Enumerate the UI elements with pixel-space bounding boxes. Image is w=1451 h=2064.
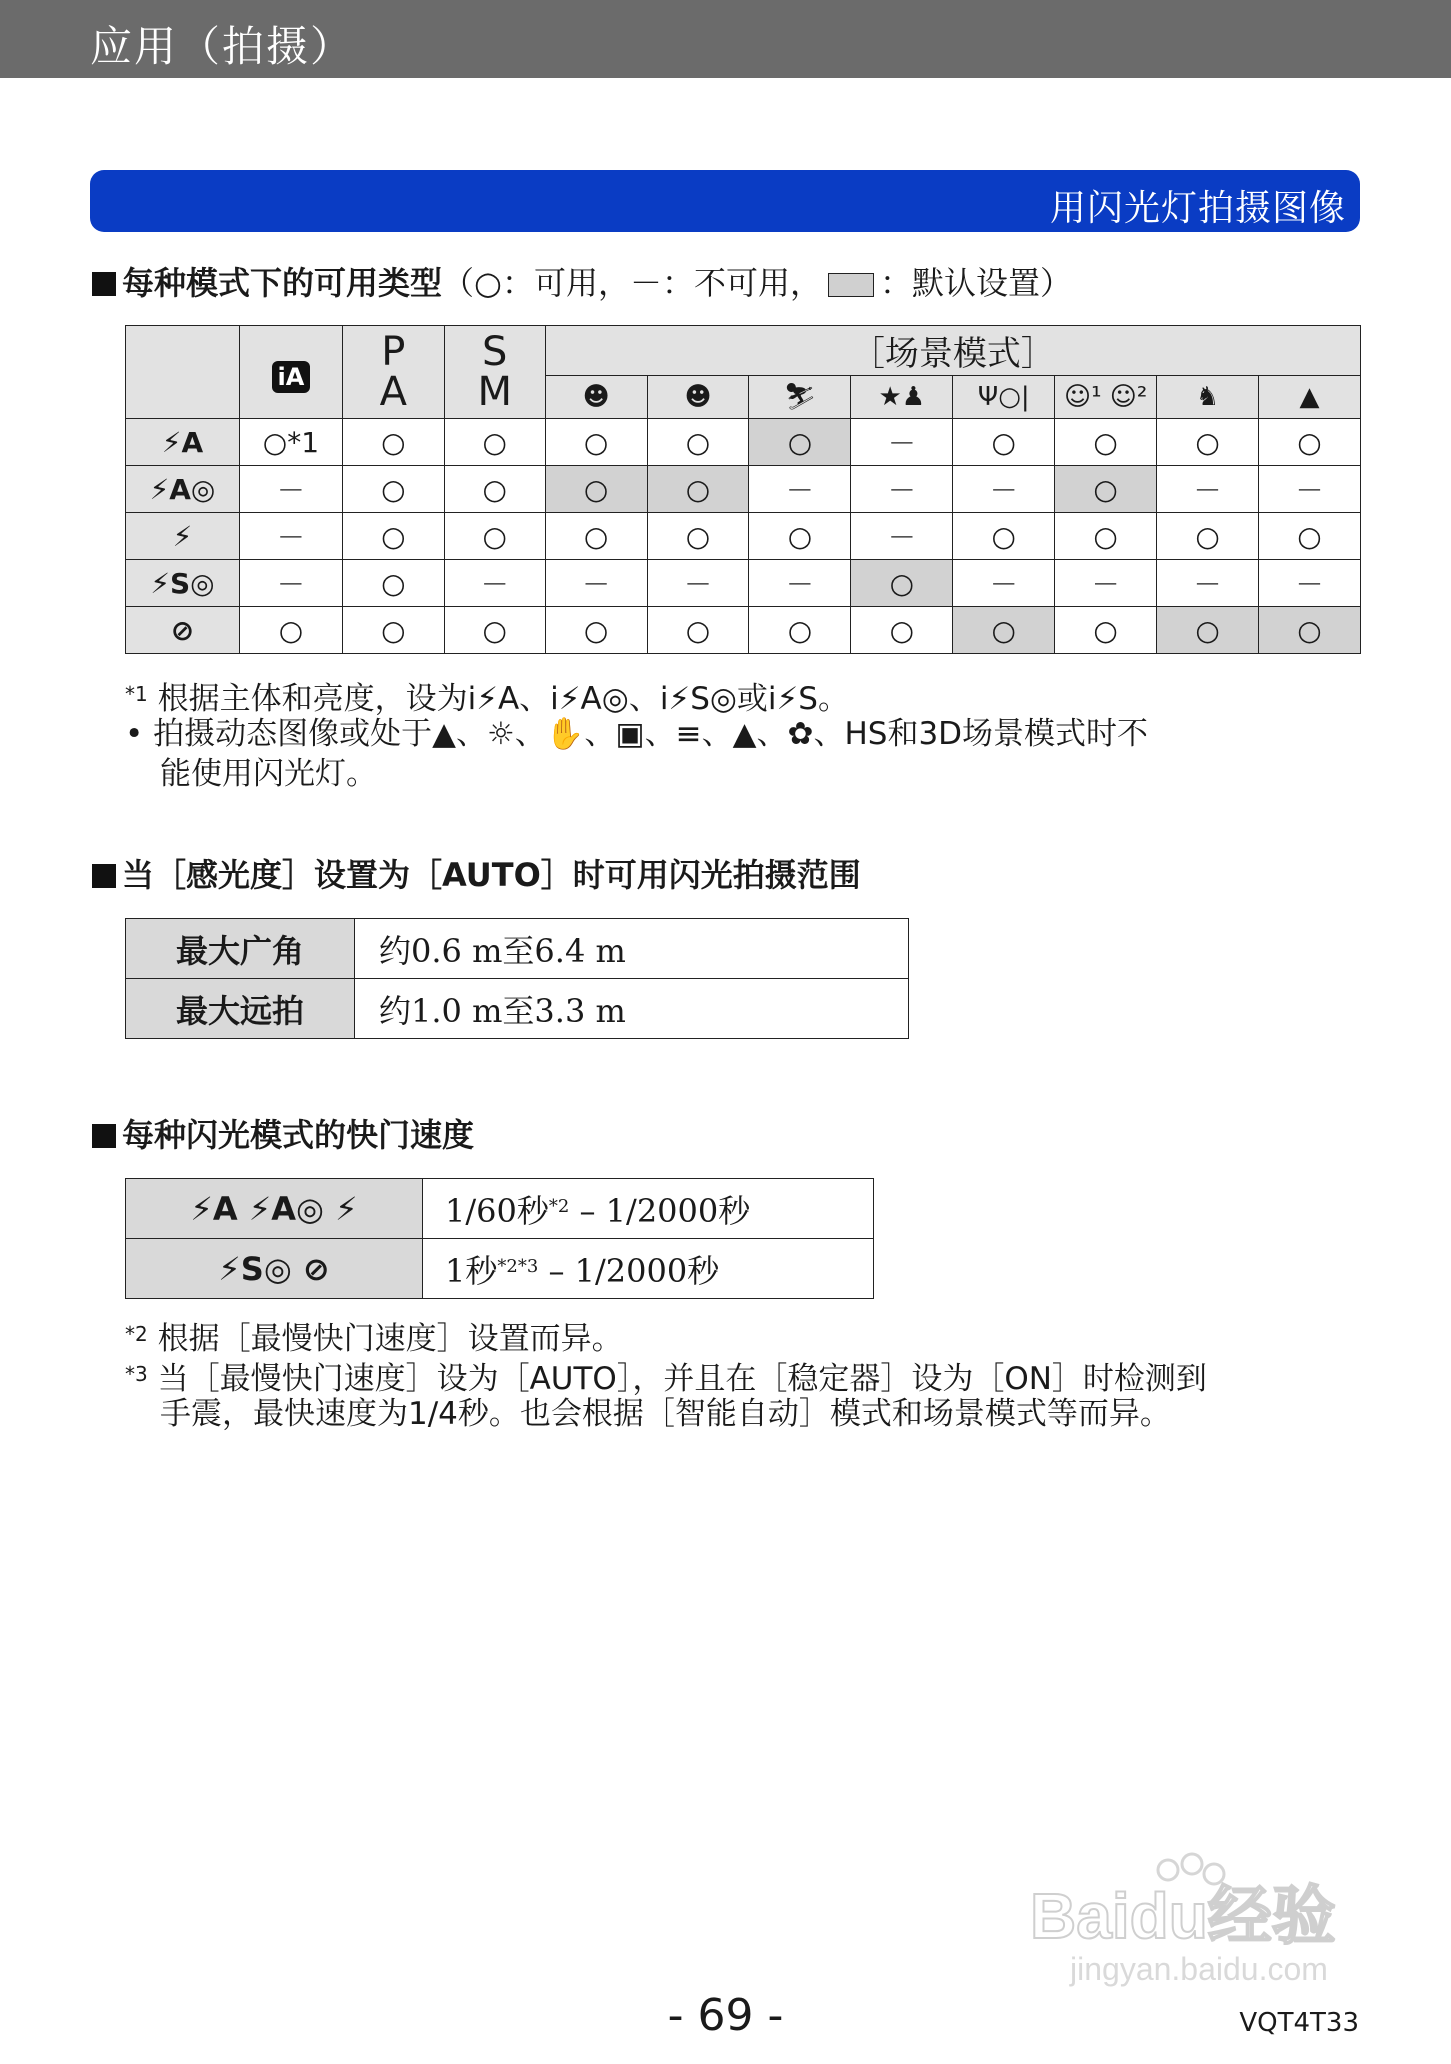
table-cell: － — [953, 560, 1055, 607]
night-portrait-scene-icon: ★♟ — [851, 376, 953, 419]
table-cell: ○ — [953, 419, 1055, 466]
table-cell: ○ — [1258, 419, 1360, 466]
range-value: 约0.6 m至6.4 m — [355, 919, 909, 979]
table-cell: ○ — [1055, 419, 1157, 466]
flash-range-table — [125, 918, 909, 1039]
top-bar — [0, 0, 1451, 78]
table-cell: － — [749, 466, 851, 513]
table-cell: － — [749, 560, 851, 607]
food-scene-icon: Ψ○| — [953, 376, 1055, 419]
table-row — [126, 607, 1361, 654]
table-cell: ○ — [1258, 607, 1360, 654]
table-cell: ○*1 — [239, 419, 342, 466]
pa-mode-header: P A — [342, 326, 444, 419]
table-cell: ○ — [545, 607, 647, 654]
table-row — [126, 419, 1361, 466]
table-row — [126, 919, 909, 979]
table-cell: ○ — [1157, 419, 1259, 466]
table-cell: ○ — [749, 607, 851, 654]
table-cell: ○ — [647, 607, 749, 654]
range-value: 约1.0 m至3.3 m — [355, 979, 909, 1039]
watermark-brand: Baidu经验 — [1030, 1880, 1336, 1952]
sports-scene-icon: ⛷ — [749, 376, 851, 419]
paw-logo-icon — [1020, 1850, 1360, 2000]
flash-mode-icons: ⚡S◎ ⊘ — [126, 1239, 423, 1299]
speed-heading: 每种闪光模式的快门速度 — [92, 1110, 474, 1156]
table-cell: － — [647, 560, 749, 607]
range-heading: 当［感光度］设置为［AUTO］时可用闪光拍摄范围 — [92, 850, 861, 896]
table-cell: ○ — [1157, 607, 1259, 654]
table-row — [126, 1239, 874, 1299]
table-cell: ○ — [545, 419, 647, 466]
speed-value: 1秒$^{*2*3}$ – 1/2000秒 — [423, 1239, 874, 1299]
table-cell: － — [239, 560, 342, 607]
pet-scene-icon: ♞ — [1157, 376, 1259, 419]
sm-mode-header: S M — [444, 326, 545, 419]
table-cell: ○ — [342, 560, 444, 607]
table-cell: － — [1157, 560, 1259, 607]
table-cell: ○ — [444, 466, 545, 513]
footnote-2: $^{*2}$ 根据［最慢快门速度］设置而异。 — [125, 1321, 623, 1357]
baby-scene-icon: ☺¹ ☺² — [1055, 376, 1157, 419]
table-cell: ○ — [1258, 513, 1360, 560]
table-cell: － — [239, 466, 342, 513]
shutter-speed-table — [125, 1178, 874, 1299]
section-title: 用闪光灯拍摄图像 — [1049, 188, 1346, 229]
table-cell: － — [851, 513, 953, 560]
scene-mode-header: ［场景模式］ — [545, 326, 1360, 376]
table-cell: － — [1258, 466, 1360, 513]
range-label: 最大远拍 — [126, 979, 355, 1039]
table-cell: － — [1055, 560, 1157, 607]
table-cell: － — [444, 560, 545, 607]
table-row — [126, 1179, 874, 1239]
speed-value: 1/60秒$^{*2}$ – 1/2000秒 — [423, 1179, 874, 1239]
flash-forced-on-icon: ⚡ — [126, 513, 240, 560]
ia-camera-icon: iA — [272, 361, 311, 393]
table-cell: ○ — [342, 513, 444, 560]
table-cell: ○ — [342, 419, 444, 466]
table-cell: ○ — [749, 513, 851, 560]
portrait-scene-icon: ☻ — [545, 376, 647, 419]
table-cell: ○ — [545, 513, 647, 560]
table-cell: ○ — [1157, 513, 1259, 560]
table-row — [126, 560, 1361, 607]
table-cell: － — [1157, 466, 1259, 513]
table-cell: ○ — [647, 466, 749, 513]
flash-availability-table — [125, 325, 1361, 654]
table-cell: ○ — [851, 607, 953, 654]
square-bullet-icon — [92, 864, 116, 888]
table-cell: ○ — [444, 607, 545, 654]
table-cell: － — [851, 419, 953, 466]
table-cell: ○ — [953, 607, 1055, 654]
page-number: - 69 - — [667, 1990, 784, 2041]
table-cell: ○ — [444, 513, 545, 560]
flash-auto-icon: ⚡A — [126, 419, 240, 466]
table-row — [126, 466, 1361, 513]
flash-auto-redeye-icon: ⚡A◎ — [126, 466, 240, 513]
footnote-bullet-cont: 能使用闪光灯。 — [160, 756, 377, 792]
table-cell: ○ — [342, 607, 444, 654]
table-corner — [126, 326, 240, 419]
flash-mode-icons: ⚡A ⚡A◎ ⚡ — [126, 1179, 423, 1239]
footnote-3: $^{*3}$ 当［最慢快门速度］设为［AUTO］，并且在［稳定器］设为［ON］时检测到 — [125, 1361, 1207, 1397]
page-title: 应用（拍摄） — [90, 22, 355, 71]
table-row — [126, 979, 909, 1039]
flash-off-icon: ⊘ — [126, 607, 240, 654]
range-label: 最大广角 — [126, 919, 355, 979]
table-cell: － — [953, 466, 1055, 513]
table-cell: ○ — [239, 607, 342, 654]
availability-heading: 每种模式下的可用类型（○：可用，－：不可用， ：默认设置） — [92, 258, 1072, 304]
table-cell: ○ — [1055, 513, 1157, 560]
table-cell: ○ — [342, 466, 444, 513]
footnote-bullet: • 拍摄动态图像或处于▲、☼、✋、▣、≡、▲、✿、HS和3D场景模式时不 — [125, 716, 1149, 752]
table-cell: － — [545, 560, 647, 607]
footnote-1: $^{*1}$ 根据主体和亮度，设为i⚡A、i⚡A◎、i⚡S◎或i⚡S。 — [125, 681, 849, 717]
square-bullet-icon — [92, 272, 116, 296]
table-cell: ○ — [1055, 466, 1157, 513]
model-code: VQT4T33 — [1239, 2008, 1359, 2038]
watermark-url: jingyan.baidu.com — [1070, 1951, 1328, 1987]
default-setting-swatch — [828, 273, 874, 297]
soft-skin-scene-icon: ☻ — [647, 376, 749, 419]
table-row — [126, 513, 1361, 560]
table-cell: ○ — [953, 513, 1055, 560]
ia-mode-header — [239, 326, 342, 419]
table-cell: － — [1258, 560, 1360, 607]
table-cell: ○ — [444, 419, 545, 466]
table-cell: ○ — [647, 513, 749, 560]
table-cell: － — [851, 466, 953, 513]
section-bar — [90, 170, 1360, 232]
party-scene-icon: ▲ — [1258, 376, 1360, 419]
table-cell: ○ — [1055, 607, 1157, 654]
table-cell: ○ — [749, 419, 851, 466]
footnote-3-cont: 手震，最快速度为1/4秒。也会根据［智能自动］模式和场景模式等而异。 — [160, 1396, 1171, 1432]
table-cell: ○ — [647, 419, 749, 466]
table-cell: ○ — [545, 466, 647, 513]
table-cell: ○ — [851, 560, 953, 607]
square-bullet-icon — [92, 1124, 116, 1148]
baidu-watermark — [1020, 1850, 1360, 2000]
flash-slow-sync-redeye-icon: ⚡S◎ — [126, 560, 240, 607]
table-cell: － — [239, 513, 342, 560]
